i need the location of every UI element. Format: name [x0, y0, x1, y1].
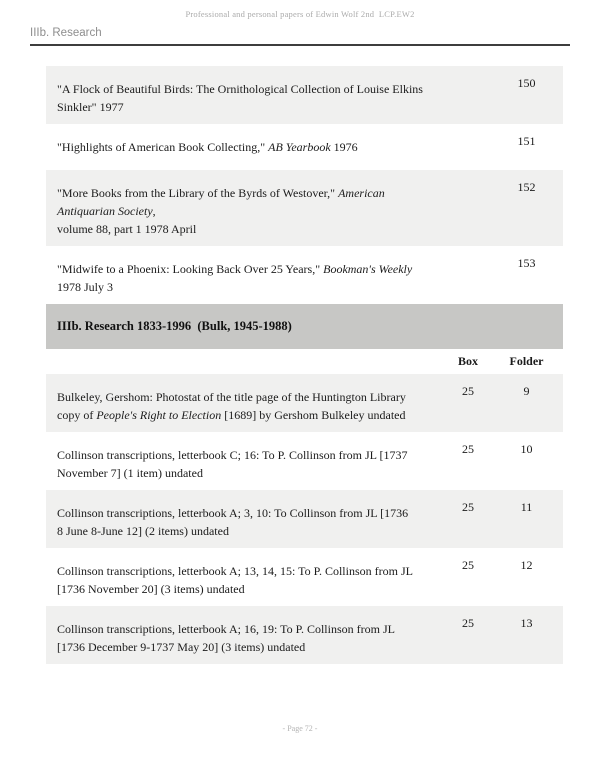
folder-number: 10 [520, 442, 533, 456]
description-line [57, 638, 436, 656]
description-line [57, 446, 436, 464]
page-number: 152 [517, 180, 536, 194]
items-table [46, 374, 563, 664]
text-segment: "A Flock of Beautiful Birds: The Ornithological Collection of Louise Elkins [57, 82, 423, 96]
description-line [57, 220, 436, 238]
row-description [46, 170, 446, 246]
text-segment: "Midwife to a Phoenix: Looking Back Over 25 Years," [57, 262, 324, 276]
folder-number: 11 [520, 500, 533, 514]
section-header-title: IIIb. Research 1833-1996 (Bulk, 1945-1988) [57, 319, 292, 333]
section-header-bar [46, 304, 563, 349]
text-segment: Collinson transcriptions, letterbook A; 13, 14, 15: To P. Collinson from JL [57, 564, 413, 578]
page-number: 151 [517, 134, 536, 148]
box-column-header: Box [457, 354, 478, 368]
row-description [46, 490, 446, 548]
publications-table [46, 66, 563, 304]
text-segment: Bookman's Weekly [323, 262, 413, 276]
text-segment: 1978 July 3 [57, 280, 114, 294]
text-segment: November 7] (1 item) undated [57, 466, 203, 480]
item-row [46, 548, 563, 606]
description-line [57, 580, 436, 598]
items-table-header [46, 349, 563, 374]
box-number: 25 [462, 442, 474, 456]
text-segment: 8 June 8-June 12] (2 items) undated [57, 524, 229, 538]
box-number: 25 [462, 616, 474, 630]
page-number-footer: - Page 72 - [282, 724, 318, 733]
folder-number: 9 [523, 384, 530, 398]
description-line [57, 620, 436, 638]
text-segment: Collinson transcriptions, letterbook C; 16: To P. Collinson from JL [1737 [57, 448, 408, 462]
row-description [46, 246, 446, 304]
text-segment: Collinson transcriptions, letterbook A; 3, 10: To Collinson from JL [1736 [57, 506, 409, 520]
row-description [46, 124, 446, 170]
page-content [46, 66, 563, 664]
row-description [46, 66, 446, 124]
folder-number: 12 [520, 558, 533, 572]
folder-column-header: Folder [509, 354, 544, 368]
text-segment: Collinson transcriptions, letterbook A; 16, 19: To P. Collinson from JL [57, 622, 395, 636]
item-row [46, 490, 563, 548]
text-segment: "More Books from the Library of the Byrds of Westover," [57, 186, 339, 200]
description-line [57, 406, 436, 424]
description-line [57, 98, 436, 116]
text-segment: [1736 November 20] (3 items) undated [57, 582, 245, 596]
header-rule [30, 44, 570, 46]
text-segment: [1736 December 9-1737 May 20] (3 items) undated [57, 640, 306, 654]
text-segment: People's Right to Election [96, 408, 222, 422]
page-number: 153 [517, 256, 536, 270]
text-segment: copy of [57, 408, 97, 422]
text-segment: Sinkler" 1977 [57, 100, 124, 114]
row-description [46, 374, 446, 432]
publication-row [46, 66, 563, 124]
publication-row [46, 170, 563, 246]
text-segment: American Antiquarian Society [57, 186, 385, 218]
publication-row [46, 124, 563, 170]
box-number: 25 [462, 558, 474, 572]
box-number: 25 [462, 500, 474, 514]
text-segment: volume 88, part 1 1978 April [57, 222, 197, 236]
description-line [57, 464, 436, 482]
description-line [57, 138, 436, 156]
description-line [57, 504, 436, 522]
description-line [57, 80, 436, 98]
description-line [57, 522, 436, 540]
box-number: 25 [462, 384, 474, 398]
folder-number: 13 [520, 616, 533, 630]
text-segment: "Highlights of American Book Collecting," [57, 140, 269, 154]
publication-row [46, 246, 563, 304]
series-label: IIIb. Research [30, 27, 102, 39]
text-segment: , [152, 204, 156, 218]
item-row [46, 606, 563, 664]
item-row [46, 374, 563, 432]
text-segment: 1976 [330, 140, 358, 154]
row-description [46, 548, 446, 606]
description-line [57, 388, 436, 406]
page-number: 150 [517, 76, 536, 90]
document-title-header: Professional and personal papers of Edwin Wolf 2nd LCP.EW2 [185, 9, 415, 19]
description-line [57, 562, 436, 580]
text-segment: [1689] by Gershom Bulkeley undated [221, 408, 406, 422]
text-segment: AB Yearbook [268, 140, 331, 154]
row-description [46, 432, 446, 490]
row-description [46, 606, 446, 664]
text-segment: Bulkeley, Gershom: Photostat of the title page of the Huntington Library [57, 390, 406, 404]
description-line [57, 184, 436, 220]
item-row [46, 432, 563, 490]
description-line [57, 260, 436, 296]
